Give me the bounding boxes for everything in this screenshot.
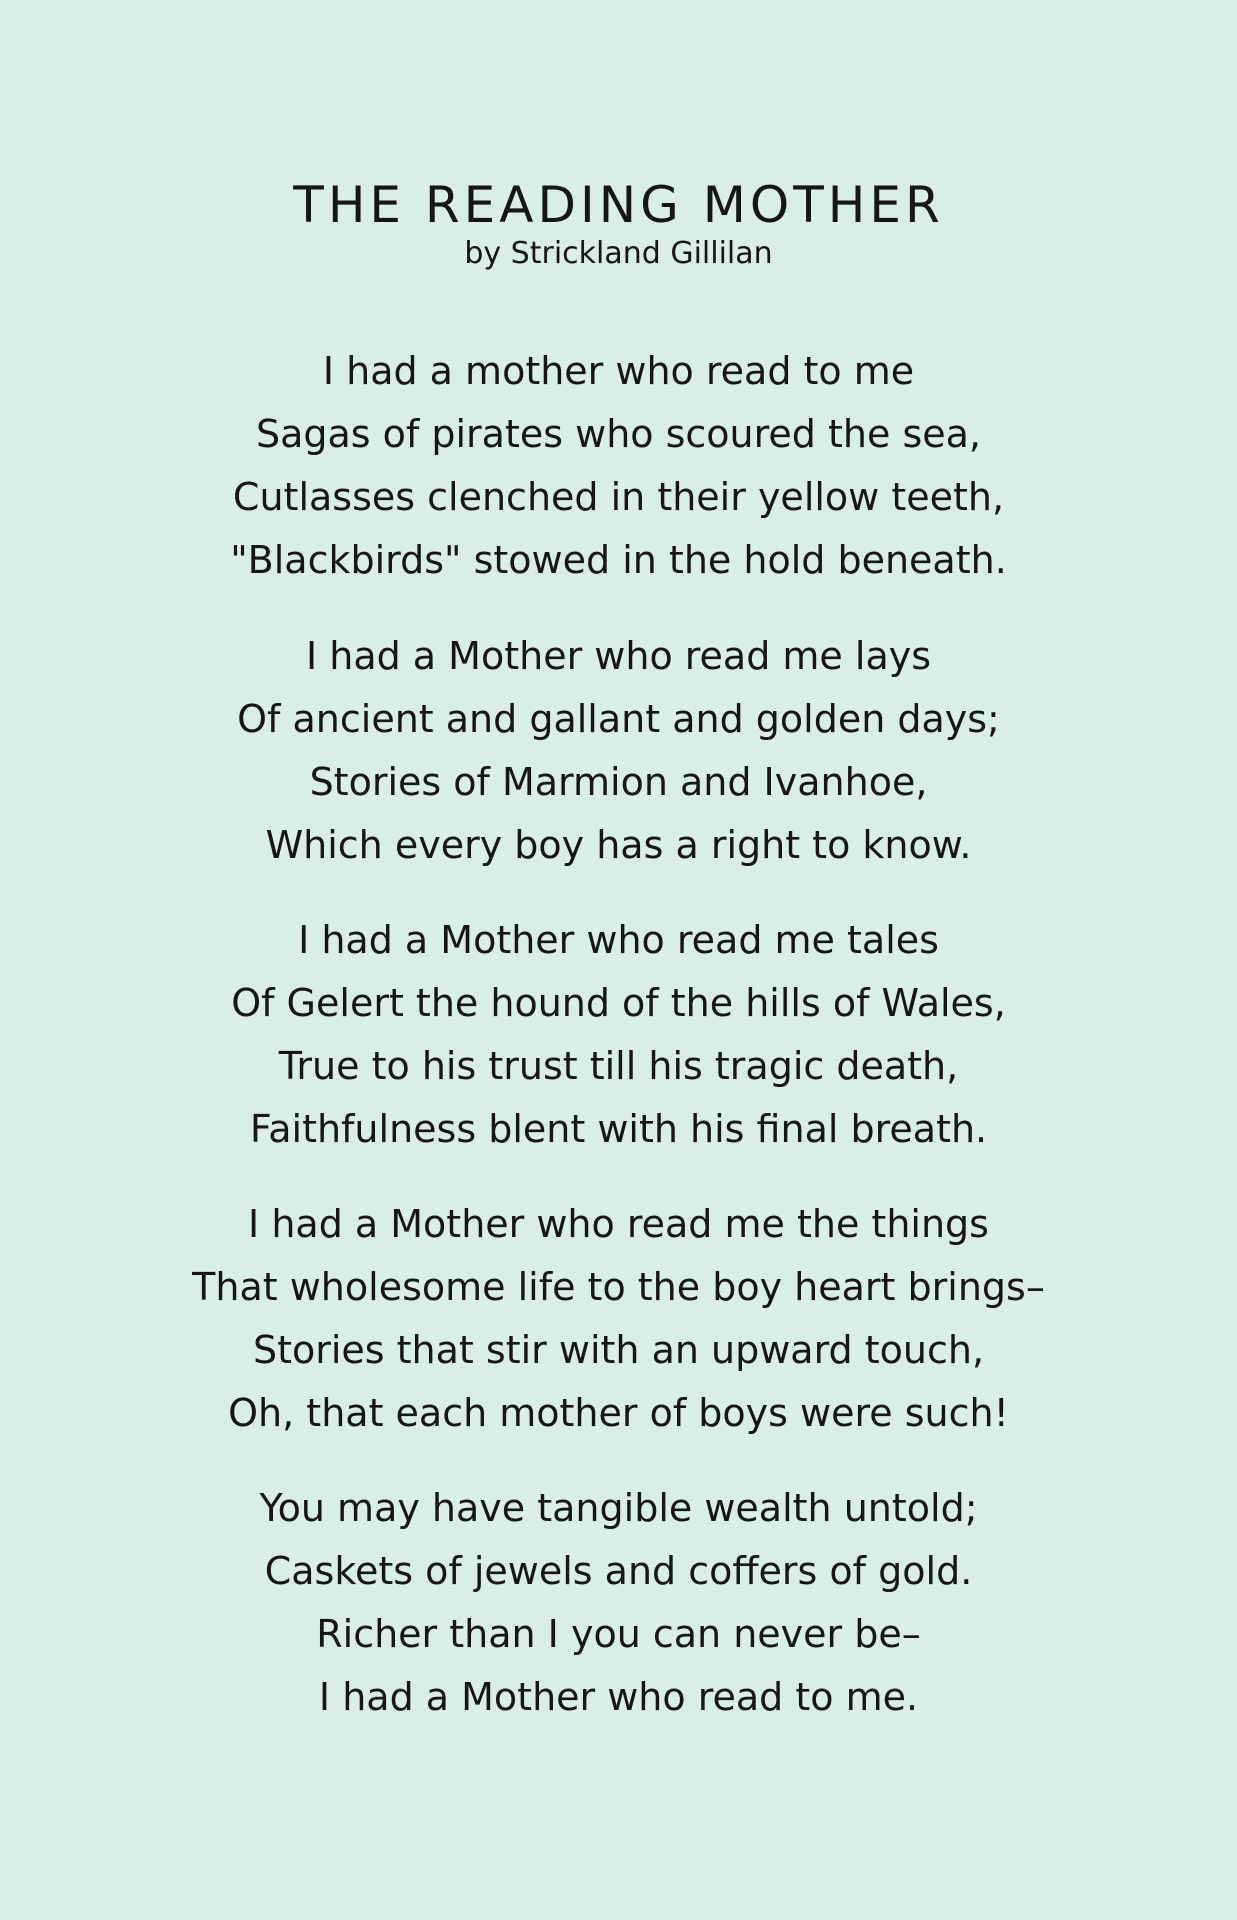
poem-line: "Blackbirds" stowed in the hold beneath. <box>230 538 1007 582</box>
poem-line: I had a mother who read to me <box>322 349 915 393</box>
poem-line: Oh, that each mother of boys were such! <box>228 1391 1009 1435</box>
poem-line: Faithfulness blent with his final breath. <box>249 1107 988 1151</box>
poem-line: Richer than I you can never be– <box>316 1612 921 1656</box>
poem-line: Cutlasses clenched in their yellow teeth, <box>232 475 1005 519</box>
poem-line: Which every boy has a right to know. <box>265 823 972 867</box>
poem-line: True to his trust till his tragic death, <box>278 1044 959 1088</box>
poem-line: Stories that stir with an upward touch, <box>252 1328 985 1372</box>
poem-line: I had a Mother who read to me. <box>318 1675 919 1719</box>
poem-line: Stories of Marmion and Ivanhoe, <box>309 760 928 804</box>
stanza-5 <box>0 1477 1237 1729</box>
stanza-3 <box>0 909 1237 1161</box>
stanza-2 <box>0 625 1237 877</box>
poem-line: Sagas of pirates who scoured the sea, <box>255 412 981 456</box>
poem-line: That wholesome life to the boy heart brings– <box>192 1265 1045 1309</box>
poem-line: I had a Mother who read me lays <box>305 634 932 678</box>
poem-line: Of ancient and gallant and golden days; <box>237 697 1000 741</box>
poem-line: Caskets of jewels and coffers of gold. <box>264 1549 973 1593</box>
stanza-4 <box>0 1193 1237 1445</box>
poem-line: I had a Mother who read me tales <box>298 918 939 962</box>
poem-author: by Strickland Gillilan <box>464 236 773 271</box>
poem-line: Of Gelert the hound of the hills of Wales, <box>231 981 1006 1025</box>
poem-line: You may have tangible wealth untold; <box>259 1486 978 1530</box>
poem-line: I had a Mother who read me the things <box>248 1202 989 1246</box>
stanza-1 <box>0 340 1237 592</box>
poem-title: THE READING MOTHER <box>293 176 944 234</box>
